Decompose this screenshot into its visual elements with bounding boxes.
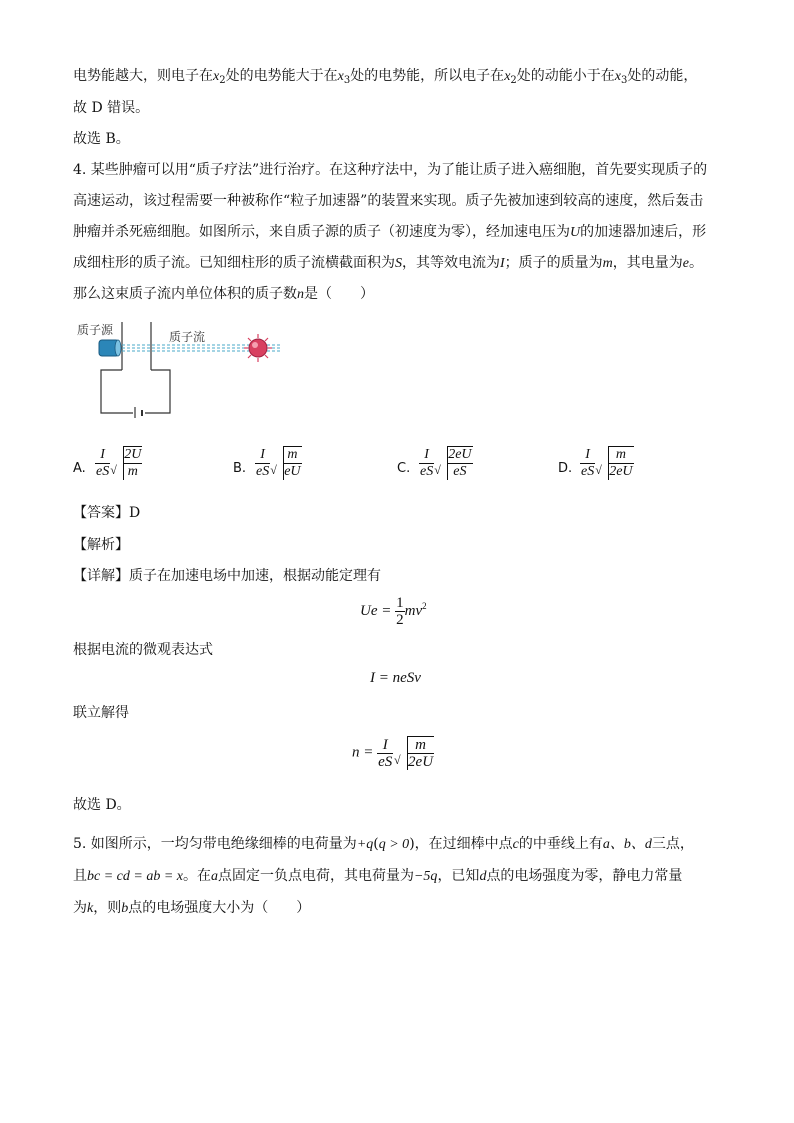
radicand-fraction bbox=[447, 447, 472, 480]
subscript: 3 bbox=[343, 75, 351, 86]
var-I: I bbox=[500, 256, 505, 271]
var-n: n bbox=[297, 287, 304, 302]
frac-num: I bbox=[377, 737, 393, 754]
text: 为 bbox=[73, 900, 87, 916]
text: ，其等效电流为 bbox=[402, 255, 500, 271]
option-label: A. bbox=[73, 461, 86, 476]
fraction-half bbox=[395, 595, 405, 628]
eq-left: Ue = bbox=[360, 602, 392, 619]
var-minus-5q: −5q bbox=[413, 869, 438, 884]
frac-den: eS bbox=[96, 463, 110, 479]
frac-den: eS bbox=[453, 464, 467, 479]
text-line-2: 故 D 错误。 bbox=[73, 100, 150, 116]
frac-num: m bbox=[283, 447, 301, 464]
text: 是（ ） bbox=[304, 286, 374, 302]
choose-line: 故选 D。 bbox=[73, 797, 131, 813]
q4-line-1: 4. 某些肿瘤可以用“质子疗法”进行治疗。在这种疗法中，为了能让质子进入癌细胞，首先要实现质子的 bbox=[73, 162, 708, 178]
text: 的加速器加速后，形 bbox=[580, 224, 707, 240]
option-fraction bbox=[419, 447, 434, 480]
answer-line: 【答案】D bbox=[73, 505, 141, 521]
q5-line-1: 5. 如图所示，一均匀带电绝缘细棒的电荷量为+q(q > 0)，在过细棒中点c的中垂线上有a、b、d三点， bbox=[73, 836, 694, 852]
option-label: B. bbox=[233, 461, 247, 476]
text: 5. 如图所示，一均匀带电绝缘细棒的电荷量为 bbox=[73, 836, 357, 852]
equation-energy bbox=[360, 595, 427, 628]
sqrt-radical: √ $\frac{2U}{m}$ bbox=[110, 447, 142, 479]
text: ，在过细棒中点 bbox=[414, 836, 513, 852]
micro-line: 根据电流的微观表达式 bbox=[73, 642, 213, 658]
frac-den: 2 bbox=[396, 612, 404, 628]
equation-result bbox=[352, 736, 434, 770]
stream-label: 质子流 bbox=[169, 330, 206, 344]
text: ，其电量为 bbox=[612, 255, 683, 271]
text: 处的动能， bbox=[627, 68, 698, 84]
text: 处的动能小于在 bbox=[516, 68, 615, 84]
equation-current: I = neSv bbox=[370, 670, 421, 686]
option-fraction bbox=[580, 447, 595, 480]
text: 电势能越大，则电子在 bbox=[73, 68, 213, 84]
var-plus-q: +q bbox=[356, 837, 374, 852]
var-x: x bbox=[614, 69, 621, 84]
var-x: x bbox=[213, 69, 220, 84]
frac-den: eU bbox=[284, 464, 301, 479]
frac-num: m bbox=[407, 737, 434, 754]
superscript: 2 bbox=[422, 600, 427, 611]
analysis-heading: 【解析】 bbox=[73, 537, 129, 553]
radicand-fraction bbox=[608, 447, 633, 480]
subscript: 2 bbox=[510, 75, 517, 86]
subscript: 2 bbox=[219, 75, 226, 86]
subscript: 3 bbox=[621, 75, 628, 86]
frac-den: eS bbox=[581, 463, 595, 479]
frac-den: eS bbox=[256, 463, 270, 479]
text: 且 bbox=[73, 868, 87, 884]
frac-num: I bbox=[419, 447, 434, 464]
sqrt-radical: √ $\frac{m}{eU}$ bbox=[270, 447, 301, 479]
text-line-1 bbox=[73, 66, 697, 91]
var-e: e bbox=[682, 256, 690, 271]
text: 成细柱形的质子流。已知细柱形的质子流横截面积为 bbox=[73, 255, 395, 271]
var-d: d bbox=[479, 869, 487, 884]
q4-line-5 bbox=[73, 284, 374, 305]
accelerator-figure bbox=[73, 318, 293, 418]
sqrt-radical: √ $\frac{2eU}{eS}$ bbox=[434, 447, 472, 479]
text: 的中垂线上有 bbox=[518, 836, 603, 852]
option-label: D. bbox=[558, 461, 573, 476]
option-fraction bbox=[95, 447, 110, 480]
circuit-wire-left bbox=[101, 370, 133, 413]
text: 。 bbox=[689, 255, 704, 271]
frac-num: 2eU bbox=[448, 447, 472, 462]
frac-den: eS bbox=[378, 753, 393, 770]
var-chain: bc = cd = ab = x bbox=[87, 869, 183, 884]
var-x: x bbox=[337, 69, 344, 84]
q4-line-4 bbox=[73, 253, 703, 274]
var-a: a bbox=[210, 869, 218, 884]
frac-num: I bbox=[95, 447, 110, 464]
frac-num: 2U bbox=[124, 447, 142, 462]
frac-num: m bbox=[608, 447, 633, 464]
q4-line-3 bbox=[73, 222, 706, 243]
q5-line-3 bbox=[73, 898, 310, 919]
q5-line-2 bbox=[73, 866, 682, 887]
text-line-3: 故选 B。 bbox=[73, 131, 130, 147]
text: 三点， bbox=[651, 836, 694, 852]
eq-left: n = bbox=[352, 744, 374, 761]
fraction-i-es bbox=[377, 737, 393, 770]
text: 点的电场强度为零，静电力常量 bbox=[486, 868, 683, 884]
option-label: C. bbox=[397, 461, 411, 476]
text: ，则 bbox=[93, 900, 122, 916]
frac-den: m bbox=[127, 464, 138, 479]
text: 那么这束质子流内单位体积的质子数 bbox=[73, 286, 297, 302]
text: 点的电场强度大小为（ ） bbox=[128, 900, 311, 916]
text: 。在 bbox=[182, 868, 211, 884]
sqrt-radical: √ $\frac{m}{2eU}$ bbox=[595, 447, 633, 479]
var-k: k bbox=[87, 901, 94, 916]
var-m: m bbox=[602, 256, 613, 271]
radicand-fraction bbox=[283, 447, 301, 480]
var-S: S bbox=[395, 256, 402, 271]
var-b: b bbox=[121, 901, 129, 916]
frac-num: 1 bbox=[396, 595, 404, 611]
text: ；质子的质量为 bbox=[504, 255, 603, 271]
source-label: 质子源 bbox=[77, 323, 114, 337]
source-face bbox=[115, 340, 121, 356]
fraction-m-2eu bbox=[407, 737, 434, 770]
var-q-condition: q > 0 bbox=[378, 837, 410, 852]
radicand-fraction bbox=[123, 447, 142, 480]
var-c: c bbox=[512, 837, 519, 852]
sqrt-radical: √ $\frac{m}{2eU}$ bbox=[394, 737, 434, 770]
var-abd: a、b、d bbox=[602, 837, 652, 852]
text: 点固定一负点电荷，其电荷量为 bbox=[217, 868, 414, 884]
frac-den: 2eU bbox=[408, 754, 434, 770]
var-x: x bbox=[504, 69, 511, 84]
text: 肿瘤并杀死癌细胞。如图所示，来自质子源的质子（初速度为零），经加速电压为 bbox=[73, 224, 570, 240]
frac-den: eS bbox=[420, 463, 434, 479]
frac-num: I bbox=[255, 447, 270, 464]
frac-num: I bbox=[580, 447, 595, 464]
text: 处的电势能大于在 bbox=[225, 68, 338, 84]
var-U: U bbox=[570, 225, 581, 240]
option-fraction bbox=[255, 447, 270, 480]
frac-den: 2eU bbox=[609, 464, 633, 479]
solve-line: 联立解得 bbox=[73, 705, 129, 721]
circuit-wire-right bbox=[145, 370, 170, 413]
eq-right: mv bbox=[404, 602, 423, 619]
detail-line: 【详解】质子在加速电场中加速，根据动能定理有 bbox=[73, 568, 381, 584]
q4-line-2: 高速运动，该过程需要一种被称作“粒子加速器”的装置来实现。质子先被加速到较高的速度，然后轰击 bbox=[73, 193, 704, 209]
text: ，已知 bbox=[437, 868, 480, 884]
text: 处的电势能，所以电子在 bbox=[350, 68, 505, 84]
